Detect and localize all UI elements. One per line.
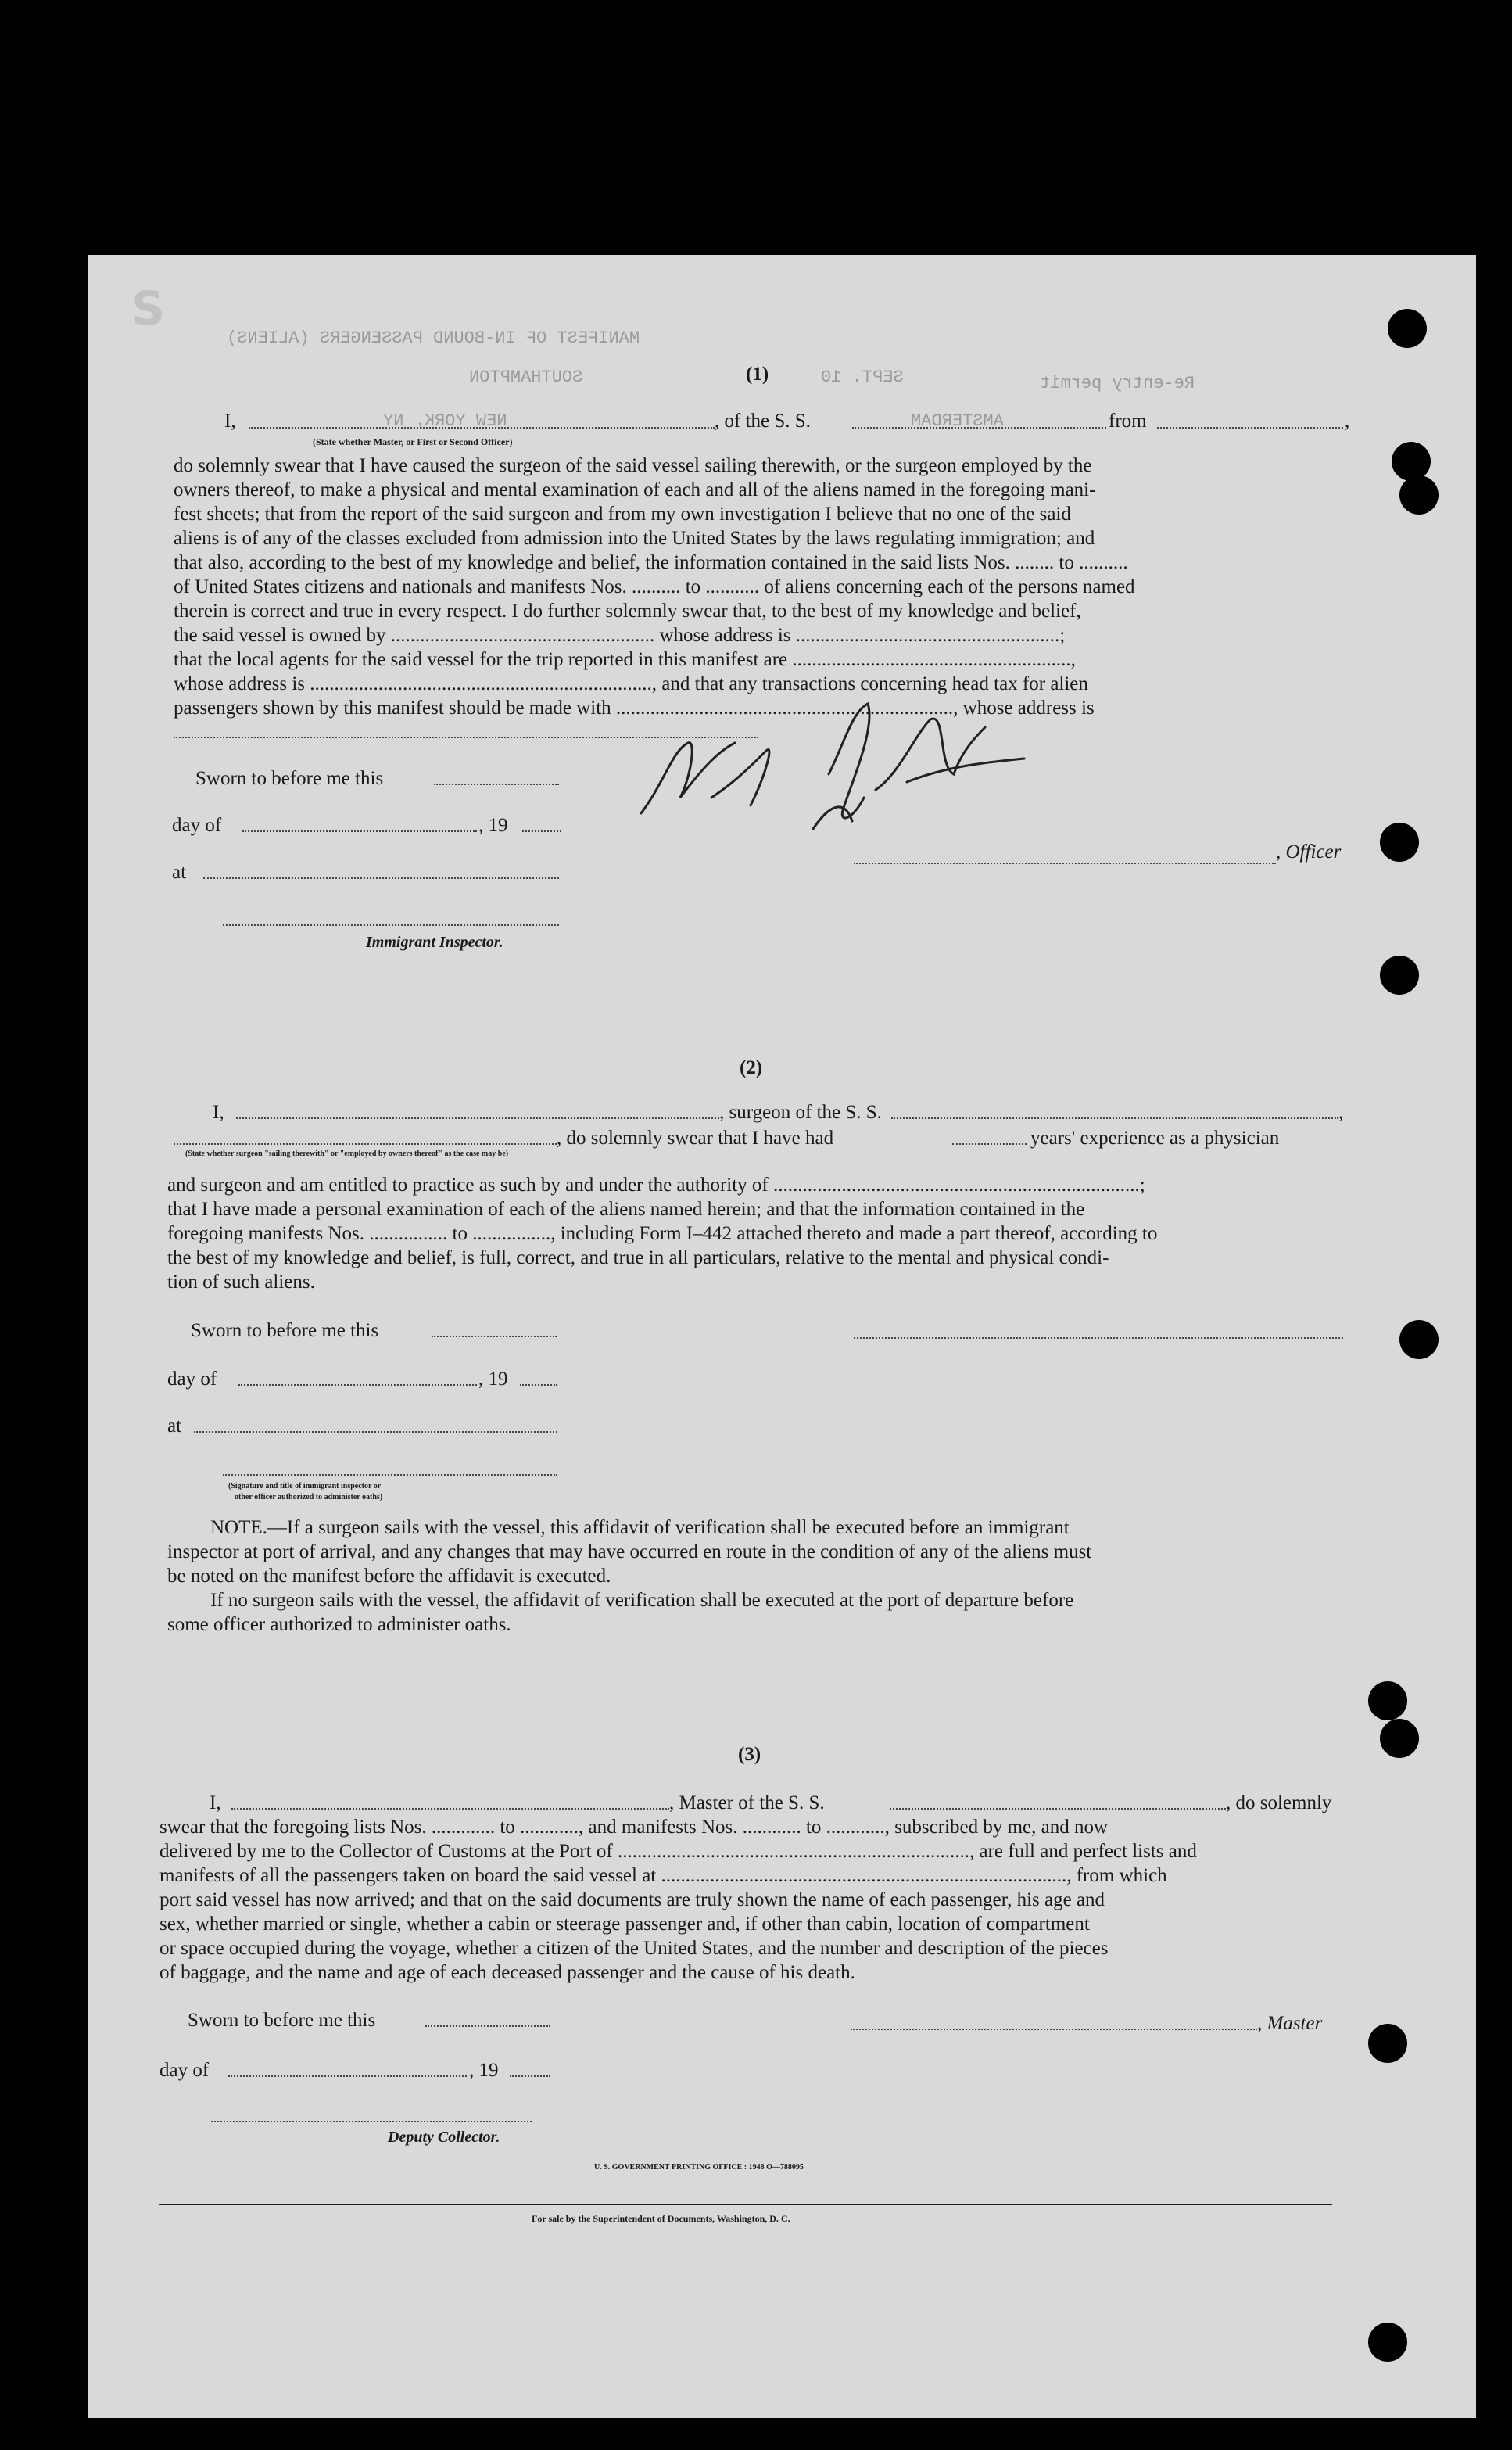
year-label: , 19 bbox=[469, 2060, 499, 2081]
binder-hole bbox=[1368, 1681, 1407, 1720]
deputy-caption: Deputy Collector. bbox=[388, 2129, 500, 2146]
oath-line: sex, whether married or single, whether a cabin or steerage passenger and, if other than cabin, location of compartment bbox=[159, 1914, 1090, 1935]
years-label: years' experience as a physician bbox=[1030, 1128, 1280, 1149]
oath-line: fest sheets; that from the report of the said surgeon and from my own investigation I believe that no one of the said bbox=[174, 504, 1071, 525]
sworn-label: Sworn to before me this bbox=[195, 768, 384, 789]
at-place-field[interactable] bbox=[203, 877, 559, 879]
sale-notice: For sale by the Superintendent of Documents, Washington, D. C. bbox=[532, 2213, 790, 2224]
year-field[interactable] bbox=[522, 830, 561, 832]
master-label: , Master bbox=[1257, 2013, 1323, 2034]
years-field[interactable] bbox=[952, 1143, 1027, 1145]
oath-line: tion of such aliens. bbox=[167, 1272, 315, 1293]
year-field[interactable] bbox=[520, 1384, 557, 1386]
section-2-oath bbox=[167, 1173, 1344, 1294]
oath-line: and surgeon and am entitled to practice as such by and under the authority of ...........................................................................; bbox=[167, 1175, 1145, 1196]
printing-office: U. S. GOVERNMENT PRINTING OFFICE : 1948 O—788095 bbox=[594, 2163, 804, 2172]
month-field[interactable] bbox=[238, 1384, 477, 1386]
section-1-oath bbox=[174, 454, 1346, 720]
note-line: be noted on the manifest before the affidavit is executed. bbox=[167, 1566, 611, 1587]
oath-line: foregoing manifests Nos. ................ to ................, including Form I–442 attached thereto and made a part thereof, according to bbox=[167, 1223, 1158, 1244]
officer-label: , Officer bbox=[1276, 841, 1342, 863]
sworn-day-field[interactable] bbox=[432, 1336, 557, 1337]
signature-caption-2: other officer authorized to administer oaths) bbox=[235, 1493, 383, 1501]
bleed-line-3: AMSTERDAM bbox=[911, 411, 1004, 431]
section-3-number: (3) bbox=[738, 1744, 761, 1765]
master-name-field[interactable] bbox=[231, 1808, 669, 1810]
day-of-label: day of bbox=[167, 1368, 217, 1390]
at-label: at bbox=[172, 862, 187, 883]
oath-line: whose address is ......................................................................, and that any transactions concerning head tax for alien bbox=[174, 673, 1088, 694]
year-field[interactable] bbox=[510, 2075, 550, 2077]
binder-hole bbox=[1399, 1320, 1439, 1359]
surgeon-status-field[interactable] bbox=[174, 1143, 557, 1145]
section-3-oath bbox=[159, 1815, 1337, 1985]
master-of-label: , Master of the S. S. bbox=[669, 1792, 825, 1813]
year-label: , 19 bbox=[478, 815, 508, 836]
oath-line: that I have made a personal examination of each of the aliens named herein; and that the information contained in the bbox=[167, 1199, 1085, 1220]
oath-line: or space occupied during the voyage, whether a citizen of the United States, and the number and description of the pieces bbox=[159, 1938, 1109, 1959]
at-place-field[interactable] bbox=[194, 1431, 557, 1433]
month-field[interactable] bbox=[228, 2075, 467, 2077]
surgeon-caption: (State whether surgeon "sailing therewith" or "employed by owners thereof" as the case may be) bbox=[185, 1150, 509, 1158]
binder-hole bbox=[1399, 475, 1439, 515]
section-1-number: (1) bbox=[746, 364, 769, 385]
oath-line: delivered by me to the Collector of Customs at the Port of ........................................................................, are full and perfect lists and bbox=[159, 1841, 1197, 1862]
oath-line: manifests of all the passengers taken on board the said vessel at ..................................................................................., from which bbox=[159, 1865, 1167, 1886]
binder-hole bbox=[1380, 1719, 1419, 1758]
inspector-signature-field[interactable] bbox=[223, 1474, 557, 1476]
section-2-note-1 bbox=[167, 1516, 1340, 1588]
oath-line: aliens is of any of the classes excluded from admission into the United States by the laws regulating immigration; and bbox=[174, 528, 1095, 549]
bleed-header-right-b: SEPT. 10 bbox=[821, 368, 904, 387]
vessel-name-field[interactable] bbox=[852, 427, 1106, 429]
section-3-i: I, bbox=[210, 1792, 221, 1813]
deputy-signature-field[interactable] bbox=[211, 2121, 532, 2122]
year-label: , 19 bbox=[478, 1368, 508, 1390]
bleed-header-right-a: Re-entry permit bbox=[1040, 374, 1195, 393]
officer-signature-field[interactable] bbox=[854, 863, 1276, 864]
surgeon-of-label: , surgeon of the S. S. bbox=[719, 1102, 882, 1123]
from-port-field[interactable] bbox=[1157, 427, 1343, 429]
sworn-day-field[interactable] bbox=[434, 784, 559, 785]
section-2-i: I, bbox=[213, 1102, 224, 1123]
binder-hole bbox=[1380, 956, 1419, 995]
bleed-stamp: S bbox=[131, 282, 166, 336]
note-line: some officer authorized to administer oaths. bbox=[167, 1614, 511, 1635]
signature-caption-1: (Signature and title of immigrant inspector or bbox=[228, 1482, 382, 1490]
oath-line: owners thereof, to make a physical and mental examination of each and all of the aliens named in the foregoing mani- bbox=[174, 479, 1096, 500]
oath-line: do solemnly swear that I have caused the surgeon of the said vessel sailing therewith, or the surgeon employed by the bbox=[174, 455, 1092, 476]
binder-hole bbox=[1388, 309, 1427, 348]
of-ss-label: , of the S. S. bbox=[715, 411, 811, 432]
officer-handwritten-signature bbox=[618, 688, 1055, 845]
note-line: inspector at port of arrival, and any changes that may have occurred en route in the condition of any of the aliens must bbox=[167, 1541, 1092, 1562]
inspector-caption: Immigrant Inspector. bbox=[366, 934, 503, 951]
sworn-day-field[interactable] bbox=[425, 2025, 550, 2027]
master-vessel-field[interactable] bbox=[890, 1808, 1226, 1810]
day-of-label: day of bbox=[172, 815, 222, 836]
swear-label: , do solemnly swear that I have had bbox=[557, 1128, 834, 1149]
day-of-label: day of bbox=[159, 2060, 210, 2081]
footer-rule bbox=[159, 2204, 1332, 2205]
note-line: NOTE.—If a surgeon sails with the vessel, this affidavit of verification shall be executed before an immigrant bbox=[210, 1517, 1070, 1538]
section-1-i: I, bbox=[224, 411, 236, 432]
surgeon-vessel-field[interactable] bbox=[891, 1117, 1338, 1119]
from-label: from bbox=[1109, 411, 1147, 432]
comma: , bbox=[1338, 1102, 1344, 1123]
bleed-line-2: NEW YORK, NY bbox=[383, 411, 507, 431]
oath-line: the said vessel is owned by ...................................................... whose address is ......................................................; bbox=[174, 625, 1066, 646]
binder-hole bbox=[1368, 2024, 1407, 2063]
sworn-label: Sworn to before me this bbox=[191, 1320, 379, 1341]
binder-hole bbox=[1368, 2323, 1407, 2362]
bleed-header-left: MANIFEST OF IN-BOUND PASSENGERS (ALIENS) bbox=[227, 328, 640, 348]
oath-line: swear that the foregoing lists Nos. ............. to ............, and manifests Nos. ............ to ............, subscribed by me, and now bbox=[159, 1817, 1109, 1838]
at-label: at bbox=[167, 1415, 182, 1437]
oath-line: that the local agents for the said vessel for the trip reported in this manifest are ........................................................., bbox=[174, 649, 1076, 670]
inspector-signature-field[interactable] bbox=[223, 924, 559, 926]
oath-line: that also, according to the best of my knowledge and belief, the information contained in the said lists Nos. ........ to .......... bbox=[174, 552, 1128, 573]
oath-line: the best of my knowledge and belief, is full, correct, and true in all particulars, relative to the mental and physical condi- bbox=[167, 1247, 1109, 1268]
oath-line: passengers shown by this manifest should be made with ....................................................................., whose address is bbox=[174, 698, 1095, 719]
binder-hole bbox=[1392, 442, 1431, 481]
oath-line: of United States citizens and nationals and manifests Nos. .......... to ........... of aliens concerning each of the persons named bbox=[174, 576, 1135, 597]
oath-line: of baggage, and the name and age of each deceased passenger and the cause of his death. bbox=[159, 1962, 855, 1983]
surgeon-name-field[interactable] bbox=[236, 1117, 719, 1119]
officer-name-field[interactable] bbox=[249, 427, 715, 429]
section-2-number: (2) bbox=[740, 1057, 763, 1078]
month-field[interactable] bbox=[242, 830, 477, 832]
surgeon-signature-field[interactable] bbox=[854, 1337, 1343, 1339]
officer-caption: (State whether Master, or First or Second Officer) bbox=[313, 436, 513, 447]
comma: , bbox=[1345, 411, 1350, 432]
oath-line: port said vessel has now arrived; and that on the said documents are truly shown the name of each passenger, his age and bbox=[159, 1889, 1105, 1910]
section-2-note-2 bbox=[167, 1588, 1340, 1637]
sworn-label: Sworn to before me this bbox=[188, 2010, 376, 2031]
bleed-header-mid: SOUTHAMPTON bbox=[469, 368, 583, 387]
master-signature-field[interactable] bbox=[851, 2029, 1257, 2030]
note-line: If no surgeon sails with the vessel, the affidavit of verification shall be executed at the port of departure before bbox=[210, 1590, 1074, 1611]
do-solemnly-label: , do solemnly bbox=[1226, 1792, 1332, 1813]
oath-line: therein is correct and true in every respect. I do further solemnly swear that, to the best of my knowledge and belief, bbox=[174, 601, 1081, 622]
binder-hole bbox=[1380, 823, 1419, 862]
